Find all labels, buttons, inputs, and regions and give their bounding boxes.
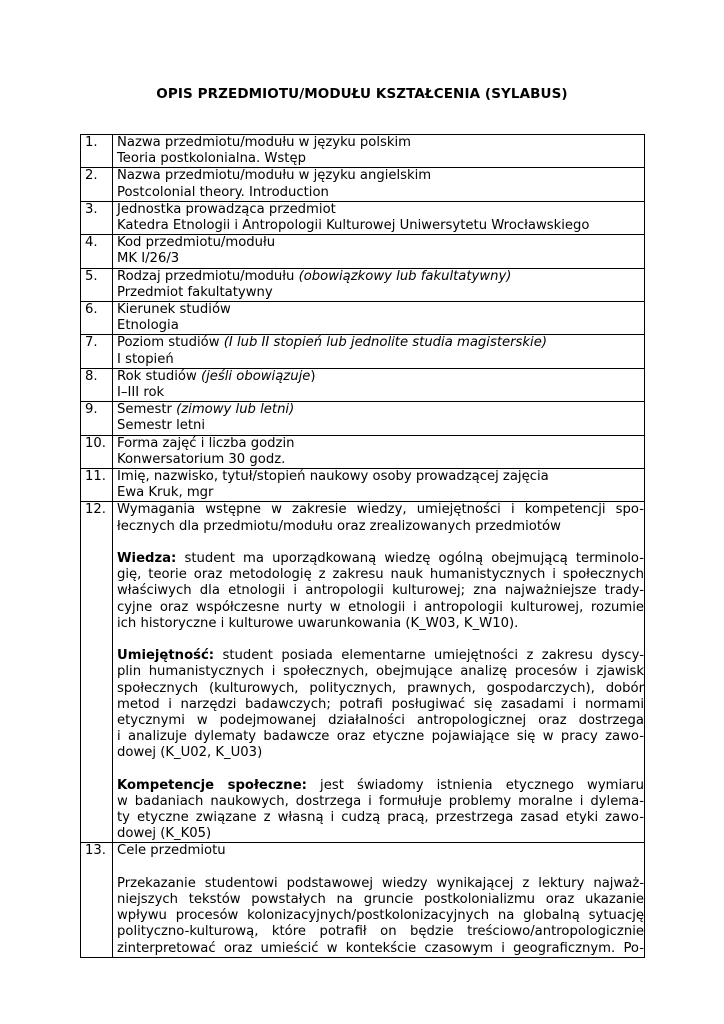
table-row (81, 201, 645, 234)
field-value: Ewa Kruk, mgr (117, 485, 214, 501)
knowledge-line: właściwych dla etnologii i antropologii kulturowej; zna najważniejsze trady- (117, 583, 644, 599)
row-content (113, 335, 645, 368)
row-content (113, 368, 645, 401)
row-content (113, 235, 645, 268)
field-value: Teoria postkolonialna. Wstęp (117, 151, 306, 167)
field-value: I–III rok (117, 385, 165, 401)
table-row (81, 235, 645, 268)
objectives-line: zinterpretować oraz umieścić w kontekście czasowym i geograficznym. Po- (117, 940, 644, 956)
field-value: MK I/26/3 (117, 251, 180, 267)
table-row (81, 302, 645, 335)
objectives-line: wpływu procesów kolonizacyjnych/postkolonizacyjnych na globalną sytuację (117, 908, 644, 924)
row-number: 9. (81, 402, 113, 435)
knowledge-line: cyjne oraz współczesne nurty w etnologii i antropologii kulturowej, rozumie (117, 599, 644, 615)
field-label-hint: (I lub II stopień lub jednolite studia magisterskie) (223, 335, 547, 351)
skills-line: Umiejętność: student posiada elementarne umiejętności z zakresu dyscy- (117, 648, 644, 664)
knowledge-line: ich historyczne i kulturowe uwarunkowania (K_W03, K_W10). (117, 615, 519, 631)
objectives-heading: Cele przedmiotu (117, 843, 226, 859)
field-value: Semestr letni (117, 418, 206, 434)
field-value: Katedra Etnologii i Antropologii Kulturowej Uniwersytetu Wrocławskiego (117, 218, 590, 234)
row-content (113, 502, 645, 843)
row-content (113, 843, 645, 957)
field-label: Nazwa przedmiotu/modułu w języku polskim (117, 135, 412, 150)
field-value: Przedmiot fakultatywny (117, 284, 273, 300)
table-row (81, 469, 645, 502)
field-label-hint: (zimowy lub letni) (176, 402, 295, 418)
table-row (81, 135, 645, 168)
social-competences-line: ty etyczne związane z własną i cudzą pracą, przestrzega zasad etyki zawo- (117, 810, 644, 826)
row-number: 7. (81, 335, 113, 368)
skills-line: społecznych (kulturowych, politycznych, prawnych, gospodarczych), dobór (117, 680, 644, 696)
row-number: 10. (81, 435, 113, 468)
table-row (81, 268, 645, 301)
field-value: Konwersatorium 30 godz. (117, 451, 286, 467)
syllabus-table (80, 134, 645, 958)
field-label: Forma zajęć i liczba godzin (117, 435, 295, 451)
field-label: Rodzaj przedmiotu/modułu (obowiązkowy lub fakultatywny) (117, 268, 512, 284)
objectives-line: polityczno-kulturową, które potrafił on będzie treściowo/antropologicznie (117, 924, 644, 940)
row-number: 6. (81, 302, 113, 335)
document-title: OPIS PRZEDMIOTU/MODUŁU KSZTAŁCENIA (SYLABUS) (156, 86, 568, 102)
field-value: Postcolonial theory. Introduction (117, 184, 329, 200)
table-row (81, 502, 645, 843)
social-competences-line: w badaniach naukowych, dostrzega i formułuje problemy moralne i dylema- (117, 793, 644, 809)
spacer (117, 762, 644, 778)
social-competences-label: Kompetencje społeczne: (117, 777, 307, 793)
knowledge-line: gię, teorie oraz metodologię z zakresu nauk humanistycznych i społecznych (117, 567, 644, 583)
spacer (117, 632, 644, 648)
row-content (113, 135, 645, 168)
social-competences-line: dowej (K_K05) (117, 826, 212, 842)
skills-line: metod i narzędzi badawczych; potrafi posługiwać się zasadami i normami (117, 696, 644, 712)
row-number: 3. (81, 201, 113, 234)
objectives-line: Przekazanie studentowi podstawowej wiedzy wynikającej z lektury najważ- (117, 875, 644, 891)
spacer (117, 535, 644, 551)
skills-label: Umiejętność: (117, 648, 215, 664)
row-number: 2. (81, 168, 113, 201)
row-content (113, 402, 645, 435)
social-competences-line: Kompetencje społeczne: jest świadomy istnienia etycznego wymiaru (117, 777, 644, 793)
table-row (81, 168, 645, 201)
row-content (113, 302, 645, 335)
row-content (113, 469, 645, 502)
table-row (81, 435, 645, 468)
row-number: 4. (81, 235, 113, 268)
row-number: 5. (81, 268, 113, 301)
row-number: 13. (81, 843, 113, 957)
syllabus-rows (81, 135, 645, 958)
table-row (81, 335, 645, 368)
row-number: 12. (81, 502, 113, 843)
spacer (117, 860, 644, 876)
field-value: I stopień (117, 351, 174, 367)
field-label: Rok studiów (jeśli obowiązuje) (117, 368, 316, 384)
field-label: Jednostka prowadząca przedmiot (117, 201, 336, 217)
row-number: 1. (81, 135, 113, 168)
skills-line: plin humanistycznych i społecznych, obejmujące analizę procesów i zjawisk (117, 664, 644, 680)
row-number: 11. (81, 469, 113, 502)
field-label: Semestr (zimowy lub letni) (117, 402, 295, 418)
objectives-line: niejszych tekstów powstałych na gruncie postkolonializmu oraz ukazanie (117, 892, 644, 908)
row-content (113, 268, 645, 301)
table-row (81, 843, 645, 957)
field-value: Etnologia (117, 318, 179, 334)
field-label: Kod przedmiotu/modułu (117, 235, 276, 251)
field-label: Nazwa przedmiotu/modułu w języku angielskim (117, 168, 432, 184)
field-label: Kierunek studiów (117, 302, 231, 318)
requirements-heading-line: Wymagania wstępne w zakresie wiedzy, umiejętności i kompetencji spo- (117, 502, 644, 518)
requirements-heading-line: łecznych dla przedmiotu/modułu oraz zrealizowanych przedmiotów (117, 518, 561, 534)
row-content (113, 168, 645, 201)
skills-line: dowej (K_U02, K_U03) (117, 745, 263, 761)
field-label-hint: (jeśli obowiązuje (200, 368, 311, 384)
row-content (113, 435, 645, 468)
row-content (113, 201, 645, 234)
table-row (81, 402, 645, 435)
skills-line: etycznymi w podejmowanej działalności antropologicznej oraz dostrzega (117, 712, 644, 728)
knowledge-line: Wiedza: student ma uporządkowaną wiedzę ogólną obejmującą terminolo- (117, 551, 644, 567)
field-label: Poziom studiów (I lub II stopień lub jednolite studia magisterskie) (117, 335, 547, 351)
table-row (81, 368, 645, 401)
row-number: 8. (81, 368, 113, 401)
field-label: Imię, nazwisko, tytuł/stopień naukowy osoby prowadzącej zajęcia (117, 469, 549, 485)
field-label-hint: (obowiązkowy lub fakultatywny) (298, 268, 512, 284)
knowledge-label: Wiedza: (117, 551, 177, 567)
skills-line: i analizuje dylematy badawcze oraz etyczne pojawiające się w pracy zawo- (117, 729, 644, 745)
